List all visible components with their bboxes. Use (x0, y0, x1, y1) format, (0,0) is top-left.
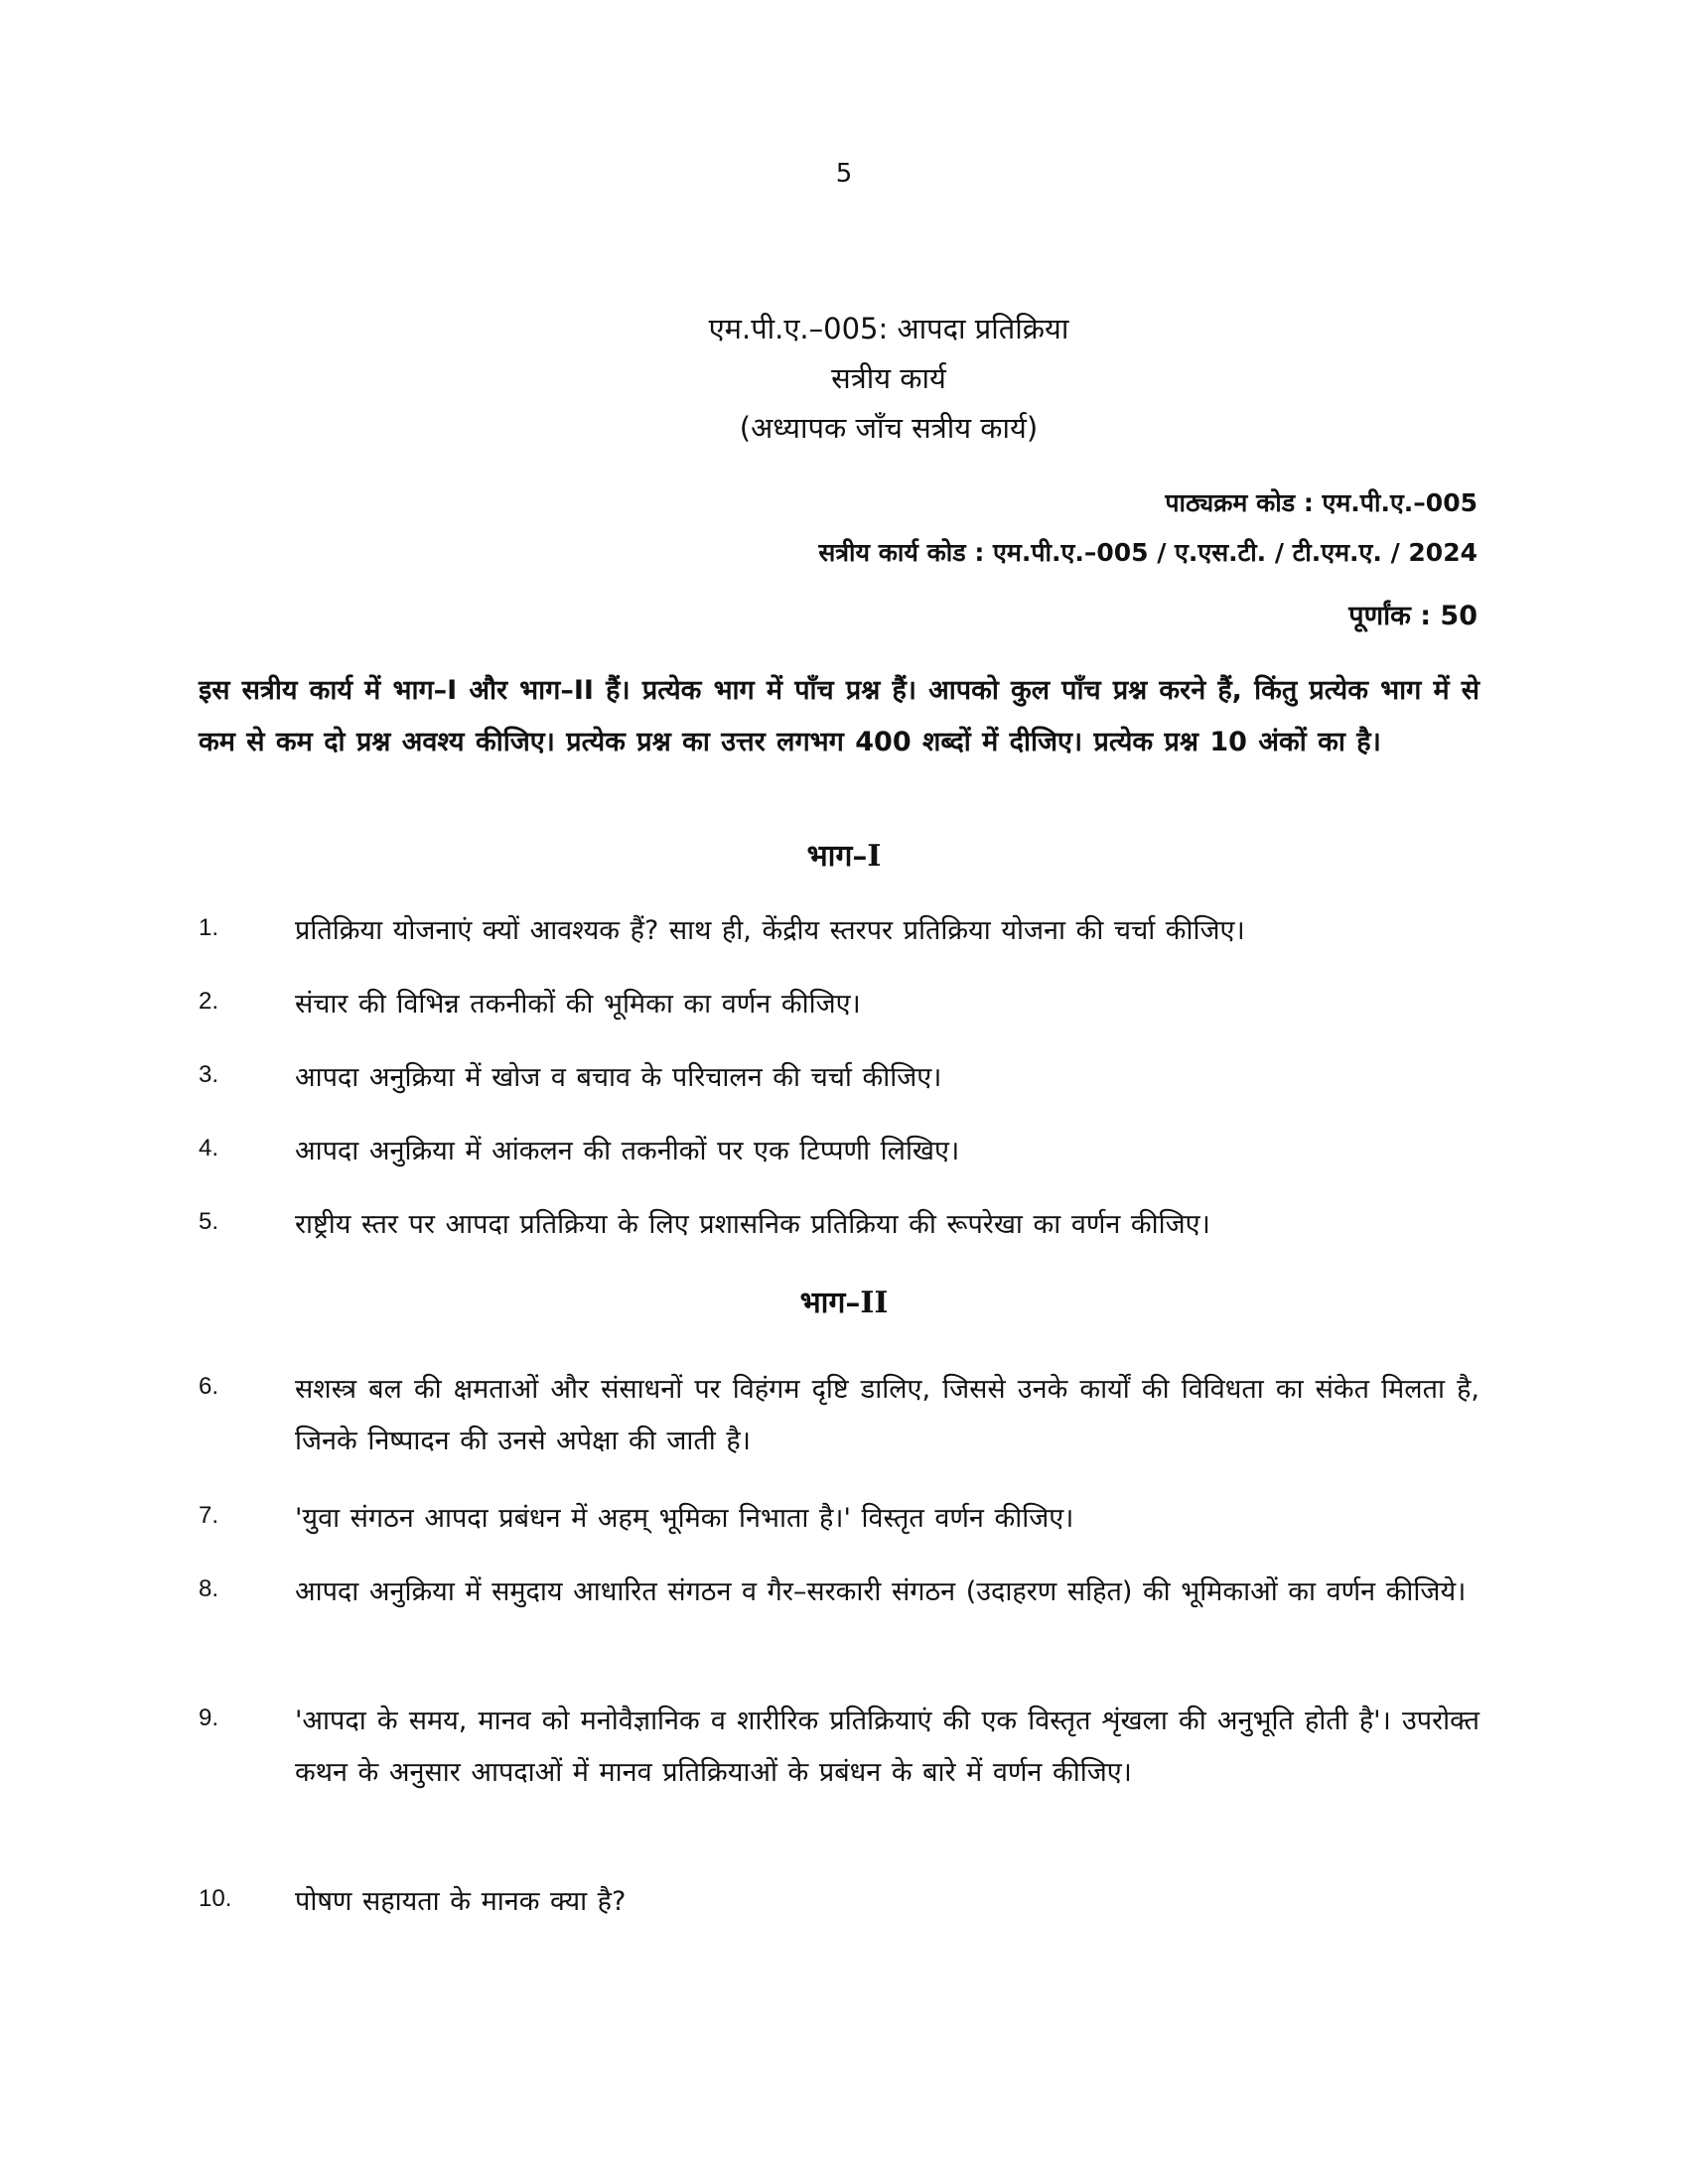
question-list-part-2 (199, 1364, 1479, 1936)
question-number: 4. (199, 1135, 219, 1161)
question-item (199, 1493, 1479, 1567)
course-title: एम.पी.ए.–005: आपदा प्रतिक्रिया (708, 312, 1069, 345)
instructions: इस सत्रीय कार्य में भाग–I और भाग–II हैं। प्रत्येक भाग में पाँच प्रश्न हैं। आपको कुल पाँच प्रश्न करने हैं, किंतु प्रत्येक भाग में से कम से कम दो प्रश्न अवश्य कीजिए। प्रत्येक प्रश्न का उत्तर लगभग 400 शब्दों में दीजिए। प्रत्येक प्रश्न 10 अंकों का है। (199, 675, 1479, 757)
question-text: 'युवा संगठन आपदा प्रबंधन में अहम् भूमिका निभाता है।' विस्तृत वर्णन कीजिए। (295, 1503, 1074, 1534)
code-block (818, 478, 1477, 578)
question-item (199, 1126, 1479, 1199)
page-number: 5 (835, 159, 853, 189)
question-number: 10. (199, 1885, 232, 1912)
question-text: सशस्त्र बल की क्षमताओं और संसाधनों पर विहंगम दृष्टि डालिए, जिससे उनके कार्यों की विविधता का संकेत मिलता है, जिनके निष्पादन की उनसे अपेक्षा की जाती है। (295, 1374, 1479, 1456)
question-item (199, 1052, 1479, 1126)
question-text: आपदा अनुक्रिया में समुदाय आधारित संगठन व गैर–सरकारी संगठन (उदाहरण सहित) की भूमिकाओं का वर्णन कीजिये। (295, 1576, 1467, 1607)
max-marks: पूर्णांक : 50 (1348, 601, 1477, 631)
question-text: पोषण सहायता के मानक क्या है? (295, 1886, 627, 1917)
assignment-type: (अध्यापक जाँच सत्रीय कार्य) (739, 411, 1039, 445)
question-item (199, 905, 1479, 979)
title-block (0, 304, 1688, 453)
question-number: 5. (199, 1208, 219, 1235)
question-number: 3. (199, 1061, 219, 1088)
section-heading-part-1: भाग–I (806, 839, 882, 874)
question-text: प्रतिक्रिया योजनाएं क्यों आवश्यक हैं? साथ ही, केंद्रीय स्तरपर प्रतिक्रिया योजना की चर्चा कीजिए। (295, 915, 1245, 946)
question-number: 8. (199, 1575, 219, 1602)
question-text: आपदा अनुक्रिया में आंकलन की तकनीकों पर एक टिप्पणी लिखिए। (295, 1136, 960, 1166)
question-item (199, 1364, 1479, 1493)
question-number: 7. (199, 1502, 219, 1529)
question-number: 6. (199, 1373, 219, 1400)
assignment-label: सत्रीय कार्य (831, 361, 946, 395)
section-heading-part-2: भाग–II (799, 1286, 889, 1320)
question-text: राष्ट्रीय स्तर पर आपदा प्रतिक्रिया के लिए प्रशासनिक प्रतिक्रिया की रूपरेखा का वर्णन कीजिए। (295, 1209, 1210, 1240)
course-code: पाठ्यक्रम कोड : एम.पी.ए.–005 (1165, 488, 1477, 517)
question-number: 1. (199, 914, 219, 941)
question-text: आपदा अनुक्रिया में खोज व बचाव के परिचालन की चर्चा कीजिए। (295, 1062, 942, 1093)
question-number: 9. (199, 1705, 219, 1731)
question-item (199, 1696, 1479, 1876)
question-item (199, 1199, 1479, 1273)
question-item (199, 979, 1479, 1052)
question-list-part-1 (199, 905, 1479, 1273)
question-number: 2. (199, 988, 219, 1015)
question-text: 'आपदा के समय, मानव को मनोवैज्ञानिक व शारीरिक प्रतिक्रियाएं की एक विस्तृत शृंखला की अनुभूति होती है'। उपरोक्त कथन के अनुसार आपदाओं में मानव प्रतिक्रियाओं के प्रबंधन के बारे में वर्णन कीजिए। (295, 1706, 1479, 1788)
question-item (199, 1567, 1479, 1696)
question-text: संचार की विभिन्न तकनीकों की भूमिका का वर्णन कीजिए। (295, 989, 861, 1020)
assignment-code: सत्रीय कार्य कोड : एम.पी.ए.–005 / ए.एस.टी. / टी.एम.ए. / 2024 (818, 538, 1477, 567)
question-item (199, 1876, 1479, 1936)
